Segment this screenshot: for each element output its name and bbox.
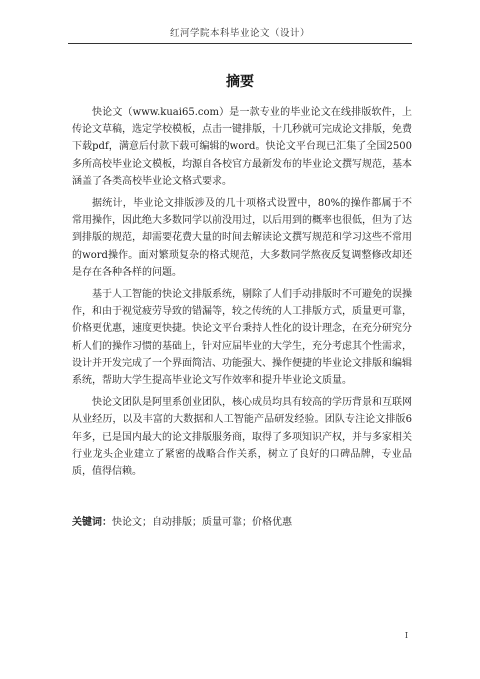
running-header: 红河学院本科毕业论文（设计） (169, 28, 310, 39)
keywords-value: 快论文；自动排版；质量可靠；价格优惠 (112, 517, 292, 528)
abstract-body (72, 104, 412, 485)
abstract-paragraph: 据统计，毕业论文排版涉及的几十项格式设置中，80%的操作都属于不常用操作，因此绝大多数同学以前没用过，以后用到的概率也很低，但为了达到排版的规范，却需要花费大量的时间去解读论文撰写规范和学习这些不常用的word操作。面对繁琐复杂的格式规范，大多数同学熬夜反复调整修改却还是存在各种各样的问题。 (72, 198, 412, 278)
abstract-paragraph: 基于人工智能的快论文排版系统，剔除了人们手动排版时不可避免的误操作，和由于视觉疲劳导致的错漏等，较之传统的人工排版方式，质量更可靠，价格更优惠，速度更快捷。快论文平台秉持人性化的设计理念，在充分研究分析人们的操作习惯的基础上，针对应届毕业的大学生，充分考虑其个性需求，设计并开发完成了一个界面简洁、功能强大、操作便捷的毕业论文排版和编辑系统，帮助大学生提高毕业论文写作效率和提升毕业论文质量。 (72, 289, 412, 387)
keywords-line (72, 513, 412, 528)
keywords-label: 关键词： (72, 517, 112, 528)
abstract-paragraph: 快论文团队是阿里系创业团队，核心成员均具有较高的学历背景和互联网从业经历，以及丰富的大数据和人工智能产品研发经验。团队专注论文排版6年多，已是国内最大的论文排版服务商，取得了多项知识产权，并与多家相关行业龙头企业建立了紧密的战略合作关系，树立了良好的口碑品牌，专业品质，值得信赖。 (72, 397, 412, 478)
abstract-title: 摘要 (226, 74, 254, 90)
header-rule (68, 43, 412, 44)
page-number: I (404, 631, 408, 640)
abstract-paragraph: 快论文（www.kuai65.com）是一款专业的毕业论文在线排版软件，上传论文草稿，选定学校模板，点击一键排版，十几秒就可完成论文排版，免费下载pdf，满意后付款下载可编辑的word。快论文平台现已汇集了全国2500多所高校毕业论文模板，均源自各校官方最新发布的毕业论文撰写规范，基本涵盖了各类高校毕业论文格式要求。 (72, 107, 412, 187)
